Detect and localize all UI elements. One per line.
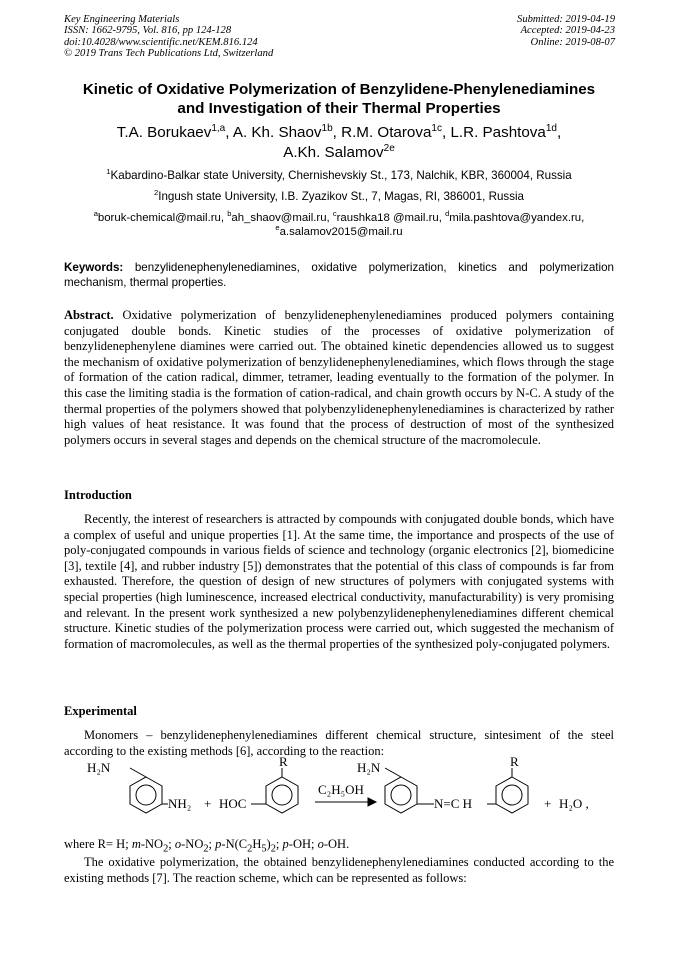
text-fragment: -NO — [140, 837, 164, 851]
aldehyde-group: HOC — [219, 796, 247, 811]
experimental-text: Monomers – benzylidenephenylenediamines different chemical structure, sintesiment of the steel according to the existing methods [6], according to the reaction: — [64, 728, 614, 758]
abstract-text: Oxidative polymerization of benzylidenephenylenediamines produced polymers containing conjugated double bonds. Kinetic studies of the processes of oxidative polymerization of benzylidenephenylene diamines were carried out. The obtained kinetic dependencies allowed us to suggest the mechanism of oxidative polymerization of benzylidenephenylenediamines, which flows through the stage of formation of the cation radical, dimmer, tetramer, leading eventually to the formation of the polymer. In this case the limiting stadia is the formation of cation-radical, and chain growth occurs by N-C. A study of the thermal properties of the polymers showed that polybenzylidenephenylenediamines is characterized by rather high values of heat resistance. It was found that the process of destruction of most of the synthesized polymers occurs in several stages and depends on the chemical structure of the macromolecule. — [64, 308, 614, 447]
email-link[interactable]: a.salamov2015@mail.ru — [279, 226, 403, 238]
water-product: H₂O , — [559, 796, 589, 811]
text-fragment: -NO — [181, 837, 204, 851]
author-list: T.A. Borukaev$^{1,a}$, A. Kh. Shaov$^{1b}$, R.M. Otarova$^{1c}$, L.R. Pashtova$^{1d}$, A.Kh. Salamov$^{2e}$ — [116, 122, 562, 161]
email-mark: b — [227, 209, 232, 219]
online-date: Online: 2019-08-07 — [530, 36, 615, 48]
dates-header — [517, 14, 615, 48]
submitted-date: Submitted: 2019-04-19 — [517, 14, 615, 25]
subscript: 2 — [247, 843, 253, 855]
substituent-r: R — [510, 756, 519, 769]
journal-header — [64, 14, 273, 60]
author-name: A. Kh. Shaov — [232, 124, 322, 141]
benzene-ring-left — [130, 777, 162, 813]
affiliation-mark: 2 — [153, 188, 159, 198]
keywords-label: Keywords: — [64, 261, 124, 274]
email-mark: a — [93, 209, 98, 219]
text-fragment: -N(C — [221, 837, 248, 851]
amine-group-left: H₂N — [87, 760, 111, 775]
abstract-block — [64, 308, 614, 448]
author-name: A.Kh. Salamov — [283, 144, 384, 161]
email-link[interactable]: raushka18 @mail.ru, — [336, 212, 442, 224]
text-fragment: o — [174, 837, 182, 851]
amine-group-para: NH₂ — [168, 796, 192, 811]
title-line-2: and Investigation of their Thermal Properties — [177, 100, 501, 117]
substituent-r: R — [279, 756, 288, 769]
polymerization-text: The oxidative polymerization, the obtained benzylidenephenylenediamines conducted according to the existing methods [7]. The reaction scheme, which can be represented as follows: — [64, 855, 614, 885]
imine-group: N=C H — [434, 796, 473, 811]
benzene-ring-aldehyde — [266, 777, 298, 813]
text-fragment: -OH. — [323, 837, 350, 851]
author-affiliation-mark: 2e — [383, 142, 395, 154]
subscript: 5 — [261, 843, 267, 855]
affiliation-2 — [40, 189, 638, 204]
author-affiliation-mark: 1c — [431, 122, 442, 134]
email-mark: d — [445, 209, 450, 219]
author-name: T.A. Borukaev — [116, 124, 212, 141]
text-fragment: H — [252, 837, 262, 851]
doi-line: doi:10.4028/www.scientific.net/KEM.816.124 — [64, 36, 258, 48]
paper-title — [40, 80, 638, 118]
text-fragment: ) — [266, 837, 271, 851]
issn-line: ISSN: 1662-9795, Vol. 816, pp 124-128 — [64, 25, 232, 37]
email-link[interactable]: ah_shaov@mail.ru, — [231, 212, 330, 224]
text-fragment: o — [317, 837, 324, 851]
reaction-scheme — [64, 756, 614, 836]
journal-name: Key Engineering Materials — [64, 14, 180, 25]
text-fragment: m — [131, 837, 141, 851]
benzene-ring-product-1 — [385, 777, 417, 813]
author-emails — [40, 211, 638, 239]
introduction-text: Recently, the interest of researchers is attracted by compounds with conjugated double bonds, which have a complex of useful and unique properties [1]. At the same time, the importance and prospects of the use of poly-conjugated compounds in various fields of science and technology (organic electronics [2], biomedicine [3], textile [4], and rubber industry [5]) demonstrates that the potential of this class of compounds is far from exhausted. Therefore, the question of design of new structures of polymers with conjugated systems with special properties (high luminescence, increased electrical conductivity, manufacturability) is very promising and relevant. In the present work synthesized a new polybenzylidenephenylenediamines different chemical structure. Kinetic studies of the polymerization process were carried out, which suggested the mechanism of formation of macromolecules, as well as the thermal properties of the synthesized poly-conjugated polymers. — [64, 512, 614, 651]
author-name: L.R. Pashtova — [450, 124, 546, 141]
text-fragment: p — [215, 837, 222, 851]
affiliation-text: Ingush state University, I.B. Zyazikov St., 7, Magas, RI, 386001, Russia — [158, 190, 525, 203]
author-affiliation-mark: 1b — [321, 122, 333, 134]
solvent-label: C₂H₅OH — [318, 782, 364, 797]
text-fragment: ; — [208, 837, 216, 851]
email-mark: e — [275, 223, 280, 233]
subscript: 2 — [163, 843, 169, 855]
email-mark: c — [332, 209, 337, 219]
introduction-heading: Introduction — [64, 488, 132, 502]
email-link[interactable]: boruk-chemical@mail.ru, — [97, 212, 225, 224]
plus-sign: + — [544, 796, 552, 811]
text-fragment: -OH; — [288, 837, 318, 851]
amine-group-product: H₂N — [357, 760, 381, 775]
text-fragment: ; — [275, 837, 283, 851]
copyright-line: © 2019 Trans Tech Publications Ltd, Switzerland — [64, 48, 274, 60]
benzene-ring-product-2 — [496, 777, 528, 813]
subscript: 2 — [270, 843, 276, 855]
text-fragment: p — [282, 837, 289, 851]
title-line-1: Kinetic of Oxidative Polymerization of Benzylidene-Phenylenediamines — [82, 81, 596, 98]
author-name: R.M. Otarova — [341, 124, 432, 141]
email-link[interactable]: mila.pashtova@yandex.ru, — [449, 212, 585, 224]
text-fragment: ; — [168, 837, 175, 851]
plus-sign: + — [204, 796, 212, 811]
author-affiliation-mark: 1,a — [211, 122, 226, 134]
keywords-block — [64, 260, 614, 290]
subscript: 2 — [203, 843, 209, 855]
experimental-heading: Experimental — [64, 704, 137, 718]
keywords-text: benzylidenephenylenediamines, oxidative polymerization, kinetics and polymerization mechanism, thermal properties. — [64, 261, 614, 289]
text-fragment: where R= H; — [64, 837, 132, 851]
affiliation-1 — [40, 168, 638, 183]
abstract-label: Abstract. — [64, 308, 114, 322]
author-affiliation-mark: 1d — [545, 122, 557, 134]
affiliation-mark: 1 — [106, 167, 111, 177]
affiliation-text: Kabardino-Balkar state University, Chernishevskiy St., 173, Nalchik, KBR, 360004, Russia — [110, 169, 572, 182]
accepted-date: Accepted: 2019-04-23 — [520, 25, 615, 37]
